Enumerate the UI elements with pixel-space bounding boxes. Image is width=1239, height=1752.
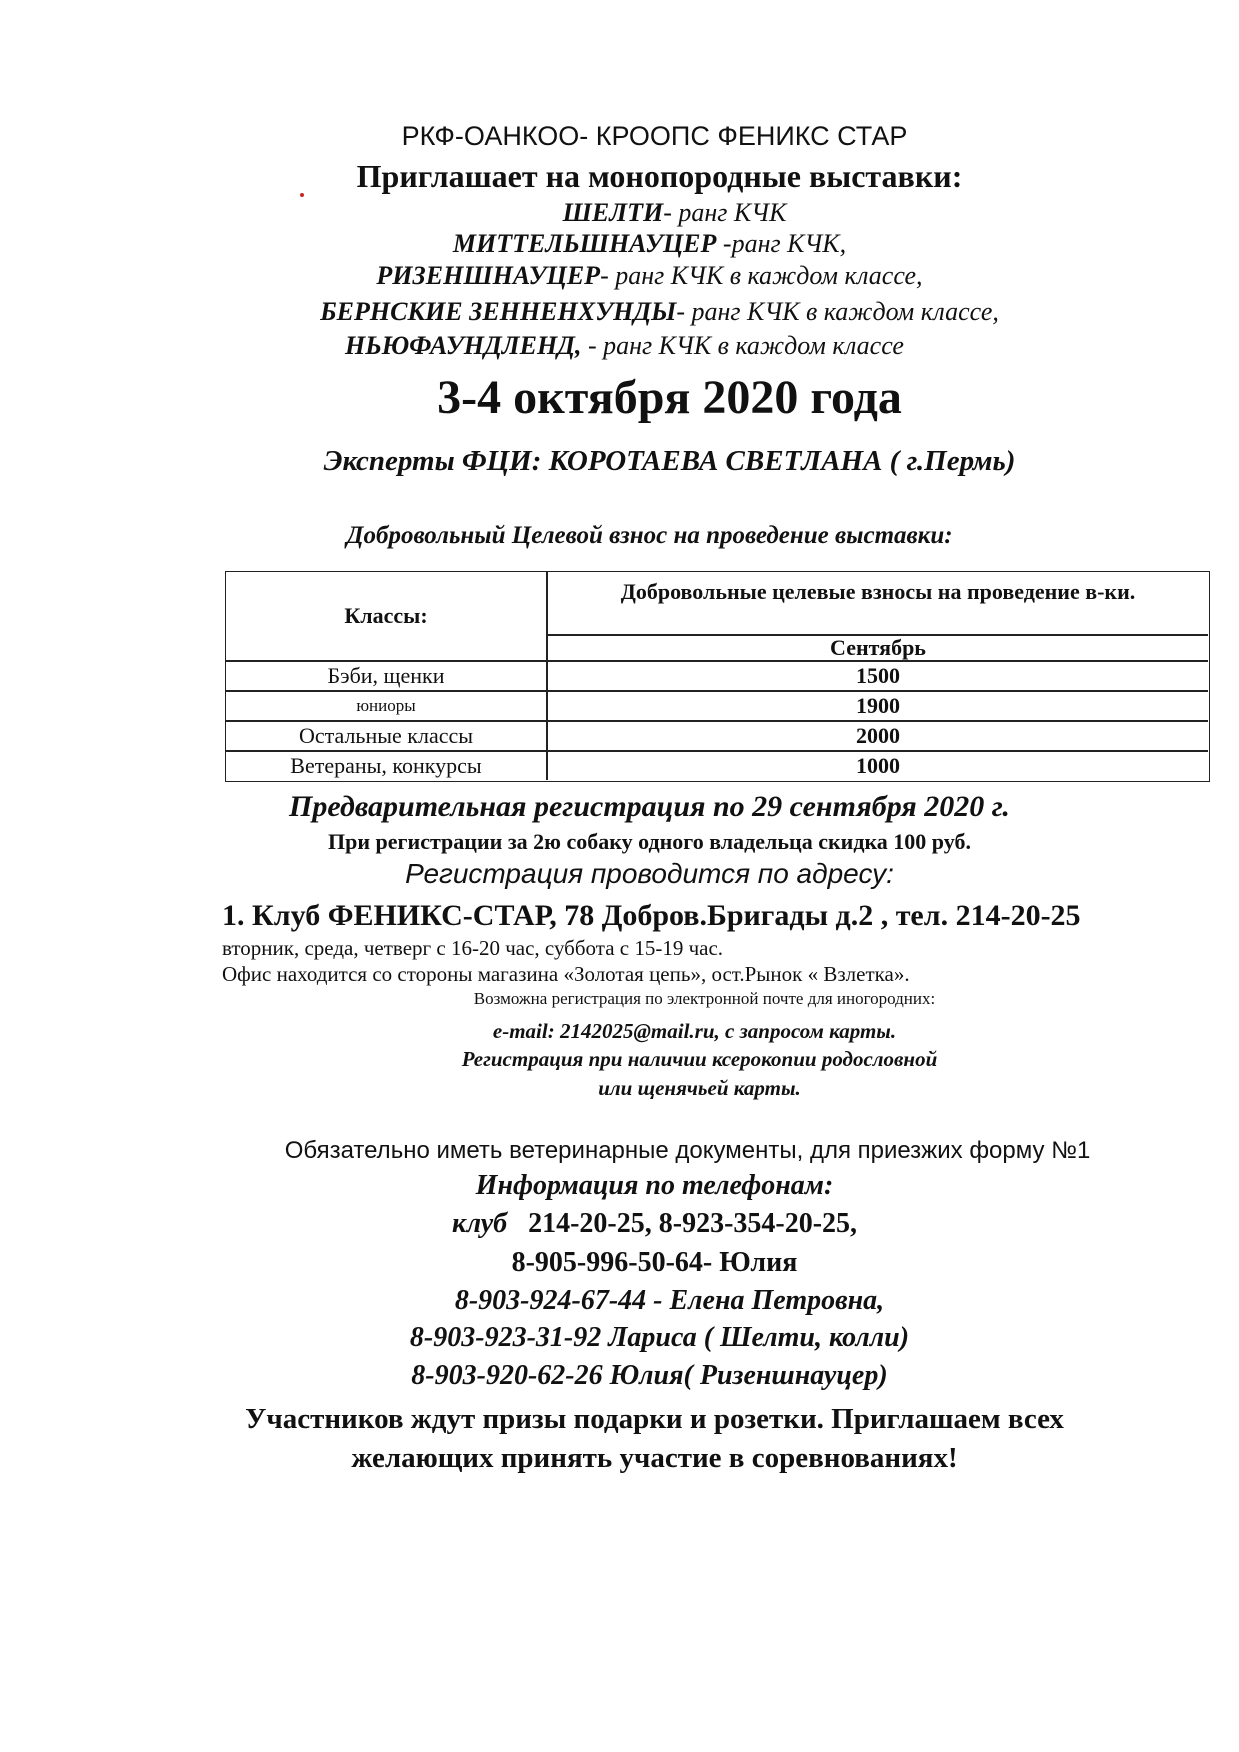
club-address: 1. Клуб ФЕНИКС-СТАР, 78 Добров.Бригады д.2 , тел. 214-20-25 — [222, 899, 1081, 932]
table-row-class: Бэби, щенки — [327, 663, 445, 688]
breed-line-bernese — [40, 297, 1239, 327]
vet-note: Обязательно иметь ветеринарные документы, для приезжих форму №1 — [284, 1137, 1091, 1164]
phone-line-3: 8-903-924-67-44 - Елена Петровна, — [454, 1285, 885, 1316]
show-date: 3-4 октября 2020 года — [437, 371, 902, 424]
org-header: РКФ-ОАНКОО- КРООПС ФЕНИКС СТАР — [401, 121, 908, 151]
breed-name: ШЕЛТИ — [562, 198, 664, 227]
closing-line-2: желающих принять участие в соревнованиях! — [351, 1442, 958, 1474]
office-location: Офис находится со стороны магазина «Золотая цепь», ост.Рынок « Взлетка». — [222, 962, 910, 986]
registration-deadline: Предварительная регистрация по 29 сентября 2020 г. — [289, 790, 1010, 823]
breed-name: РИЗЕНШНАУЦЕР — [376, 261, 601, 290]
breed-line-sheltie — [55, 198, 1239, 228]
club-label: клуб — [451, 1208, 508, 1239]
phones-title: Информация по телефонам: — [475, 1170, 834, 1201]
header-month: Сентябрь — [830, 635, 926, 660]
registration-discount: При регистрации за 2ю собаку одного владельца скидка 100 руб. — [328, 829, 971, 854]
table-row-fee: 1500 — [856, 663, 900, 688]
breed-rank: - ранг КЧК в каждом классе — [581, 331, 904, 360]
experts-line: Эксперты ФЦИ: КОРОТАЕВА СВЕТЛАНА ( г.Пермь) — [323, 445, 1016, 477]
header-fees: Добровольные целевые взносы на проведение в-ки. — [620, 579, 1136, 604]
table-row-fee: 1000 — [856, 753, 900, 778]
breed-line-mittelschnauzer — [30, 229, 1239, 259]
table-row-class: юниоры — [356, 696, 416, 715]
requirement-line-2: или щенячьей карты. — [598, 1076, 801, 1100]
registration-address-intro: Регистрация проводится по адресу: — [405, 858, 894, 889]
breed-name: НЬЮФАУНДЛЕНД, — [345, 331, 582, 360]
phone-line-5: 8-903-920-62-26 Юлия( Ризеншнауцер) — [411, 1360, 888, 1391]
breed-line-newfoundland — [5, 331, 1239, 361]
breed-rank: -ранг КЧК, — [716, 229, 847, 258]
club-phones: 214-20-25, 8-923-354-20-25, — [528, 1208, 858, 1239]
closing-line-1: Участников ждут призы подарки и розетки. Приглашаем всех — [245, 1403, 1064, 1435]
requirement-line-1: Регистрация при наличии ксерокопии родословной — [461, 1047, 938, 1071]
breed-line-riesenschnauzer — [30, 261, 1239, 291]
breed-rank: - ранг КЧК — [663, 198, 787, 227]
phone-line-2: 8-905-996-50-64- Юлия — [511, 1247, 798, 1278]
fee-title: Добровольный Целевой взнос на проведение выставки: — [346, 522, 953, 549]
email-line: e-mail: 2142025@mail.ru, с запросом карты. — [492, 1019, 897, 1043]
phone-line-4: 8-903-923-31-92 Лариса ( Шелти, колли) — [409, 1322, 910, 1353]
breed-rank: - ранг КЧК в каждом классе, — [676, 297, 999, 326]
breed-name: МИТТЕЛЬШНАУЦЕР — [452, 229, 717, 258]
email-note: Возможна регистрация по электронной почте для иногородних: — [473, 989, 936, 1008]
fee-table — [225, 571, 1210, 782]
table-row-fee: 2000 — [856, 723, 900, 748]
breed-rank: - ранг КЧК в каждом классе, — [600, 261, 923, 290]
breed-name: БЕРНСКИЕ ЗЕННЕНХУНДЫ — [320, 297, 677, 326]
table-row-fee: 1900 — [856, 693, 900, 718]
table-row-class: Ветераны, конкурсы — [290, 753, 482, 778]
opening-hours: вторник, среда, четверг с 16-20 час, суббота с 15-19 час. — [222, 936, 724, 960]
header-classes: Классы: — [344, 603, 428, 628]
table-row-class: Остальные классы — [298, 723, 474, 748]
invite-title: Приглашает на монопородные выставки: — [356, 158, 963, 194]
phones-club — [35, 1208, 1239, 1240]
